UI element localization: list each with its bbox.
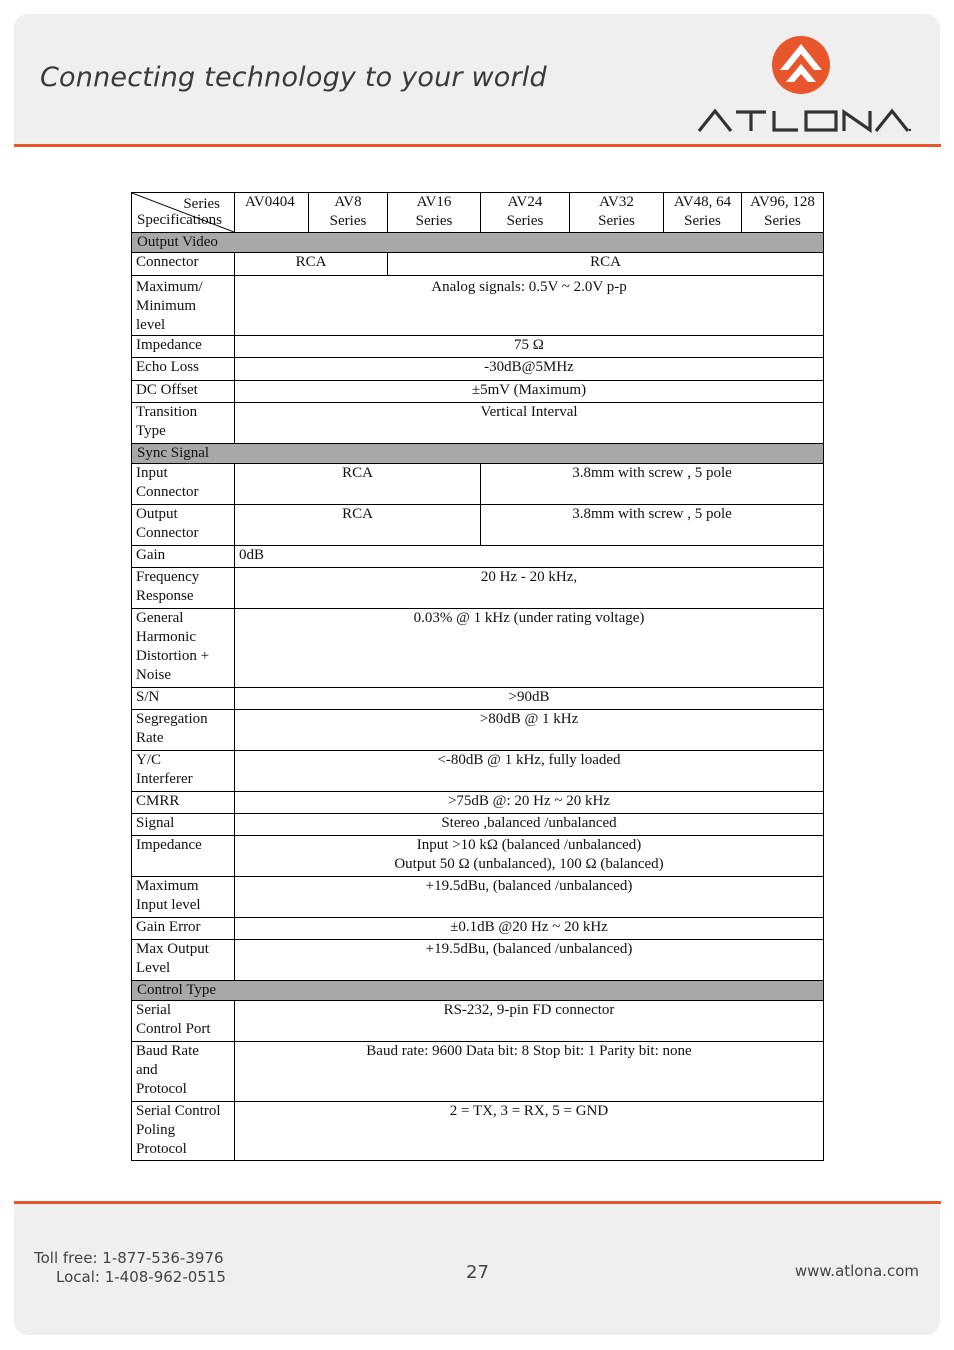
row-value: >90dB	[235, 688, 824, 710]
row-value: Stereo ,balanced /unbalanced	[235, 814, 824, 836]
table-row	[132, 505, 824, 546]
row-value: RCA	[388, 253, 824, 276]
table-row	[132, 336, 824, 358]
row-value: >75dB @: 20 Hz ~ 20 kHz	[235, 792, 824, 814]
row-value: Input >10 kΩ (balanced /unbalanced) Output 50 Ω (unbalanced), 100 Ω (balanced)	[235, 836, 824, 877]
row-label: Maximum/ Minimum level	[132, 276, 235, 336]
spec-table	[131, 192, 824, 1161]
table-row	[132, 276, 824, 336]
row-value: -30dB@5MHz	[235, 358, 824, 381]
row-label: CMRR	[132, 792, 235, 814]
col-av32: AV32 Series	[570, 193, 664, 233]
section-row	[132, 233, 824, 253]
table-row	[132, 877, 824, 918]
section-row	[132, 981, 824, 1001]
row-label: Echo Loss	[132, 358, 235, 381]
row-value: RS-232, 9-pin FD connector	[235, 1001, 824, 1042]
table-row	[132, 1102, 824, 1161]
table-row	[132, 358, 824, 381]
table-row	[132, 751, 824, 792]
table-row	[132, 1042, 824, 1102]
row-label: Serial Control Poling Protocol	[132, 1102, 235, 1161]
table-row	[132, 253, 824, 276]
table-row	[132, 464, 824, 505]
toll-free-number: Toll free: 1-877-536-3976	[34, 1249, 224, 1267]
row-label: Y/C Interferer	[132, 751, 235, 792]
corner-cell	[132, 193, 235, 233]
table-header-row	[132, 193, 824, 233]
row-label: DC Offset	[132, 381, 235, 403]
col-av48-64: AV48, 64 Series	[664, 193, 742, 233]
table-row	[132, 381, 824, 403]
row-label: Maximum Input level	[132, 877, 235, 918]
row-label: Frequency Response	[132, 568, 235, 609]
row-value: Vertical Interval	[235, 403, 824, 444]
row-value: >80dB @ 1 kHz	[235, 710, 824, 751]
row-value: +19.5dBu, (balanced /unbalanced)	[235, 940, 824, 981]
row-value: Baud rate: 9600 Data bit: 8 Stop bit: 1 Parity bit: none	[235, 1042, 824, 1102]
row-label: Baud Rate and Protocol	[132, 1042, 235, 1102]
row-label: S/N	[132, 688, 235, 710]
row-label: Signal	[132, 814, 235, 836]
row-value: 20 Hz - 20 kHz,	[235, 568, 824, 609]
row-value: RCA	[235, 464, 481, 505]
row-value: 0dB	[235, 546, 824, 568]
row-value: 75 Ω	[235, 336, 824, 358]
table-row	[132, 792, 824, 814]
table-row	[132, 918, 824, 940]
local-number: Local: 1-408-962-0515	[56, 1268, 226, 1286]
row-label: Transition Type	[132, 403, 235, 444]
row-label: Output Connector	[132, 505, 235, 546]
table-row	[132, 836, 824, 877]
table-row	[132, 814, 824, 836]
row-label: Impedance	[132, 336, 235, 358]
row-value: RCA	[235, 253, 388, 276]
col-av16: AV16 Series	[388, 193, 481, 233]
row-label: Gain	[132, 546, 235, 568]
table-row	[132, 710, 824, 751]
tagline: Connecting technology to your world	[40, 62, 547, 93]
col-av0404: AV0404	[235, 193, 309, 233]
header-divider	[14, 144, 941, 147]
table-row	[132, 546, 824, 568]
table-row	[132, 940, 824, 981]
row-value: RCA	[235, 505, 481, 546]
corner-specifications: Specifications	[137, 212, 222, 228]
table-row	[132, 609, 824, 688]
row-label: Impedance	[132, 836, 235, 877]
website-link[interactable]: www.atlona.com	[794, 1262, 919, 1280]
row-label: Gain Error	[132, 918, 235, 940]
table-row	[132, 1001, 824, 1042]
row-value: ±0.1dB @20 Hz ~ 20 kHz	[235, 918, 824, 940]
row-value: +19.5dBu, (balanced /unbalanced)	[235, 877, 824, 918]
section-output-video: Output Video	[132, 233, 824, 253]
col-av24: AV24 Series	[481, 193, 570, 233]
row-label: General Harmonic Distortion + Noise	[132, 609, 235, 688]
atlona-wordmark	[696, 107, 912, 133]
section-row	[132, 444, 824, 464]
row-value: 2 = TX, 3 = RX, 5 = GND	[235, 1102, 824, 1161]
table-row	[132, 568, 824, 609]
atlona-logo-icon	[770, 34, 832, 96]
row-value: 0.03% @ 1 kHz (under rating voltage)	[235, 609, 824, 688]
col-av96-128: AV96, 128 Series	[742, 193, 824, 233]
col-av8: AV8 Series	[309, 193, 388, 233]
table-row	[132, 688, 824, 710]
row-label: Max Output Level	[132, 940, 235, 981]
row-label: Connector	[132, 253, 235, 276]
row-label: Segregation Rate	[132, 710, 235, 751]
row-label: Input Connector	[132, 464, 235, 505]
row-value: ±5mV (Maximum)	[235, 381, 824, 403]
row-value: 3.8mm with screw , 5 pole	[481, 505, 824, 546]
section-control-type: Control Type	[132, 981, 824, 1001]
table-row	[132, 403, 824, 444]
corner-series: Series	[183, 196, 220, 212]
section-sync-signal: Sync Signal	[132, 444, 824, 464]
row-value: 3.8mm with screw , 5 pole	[481, 464, 824, 505]
row-value: Analog signals: 0.5V ~ 2.0V p-p	[235, 276, 824, 336]
row-label: Serial Control Port	[132, 1001, 235, 1042]
page-number: 27	[466, 1262, 489, 1283]
row-value: <-80dB @ 1 kHz, fully loaded	[235, 751, 824, 792]
